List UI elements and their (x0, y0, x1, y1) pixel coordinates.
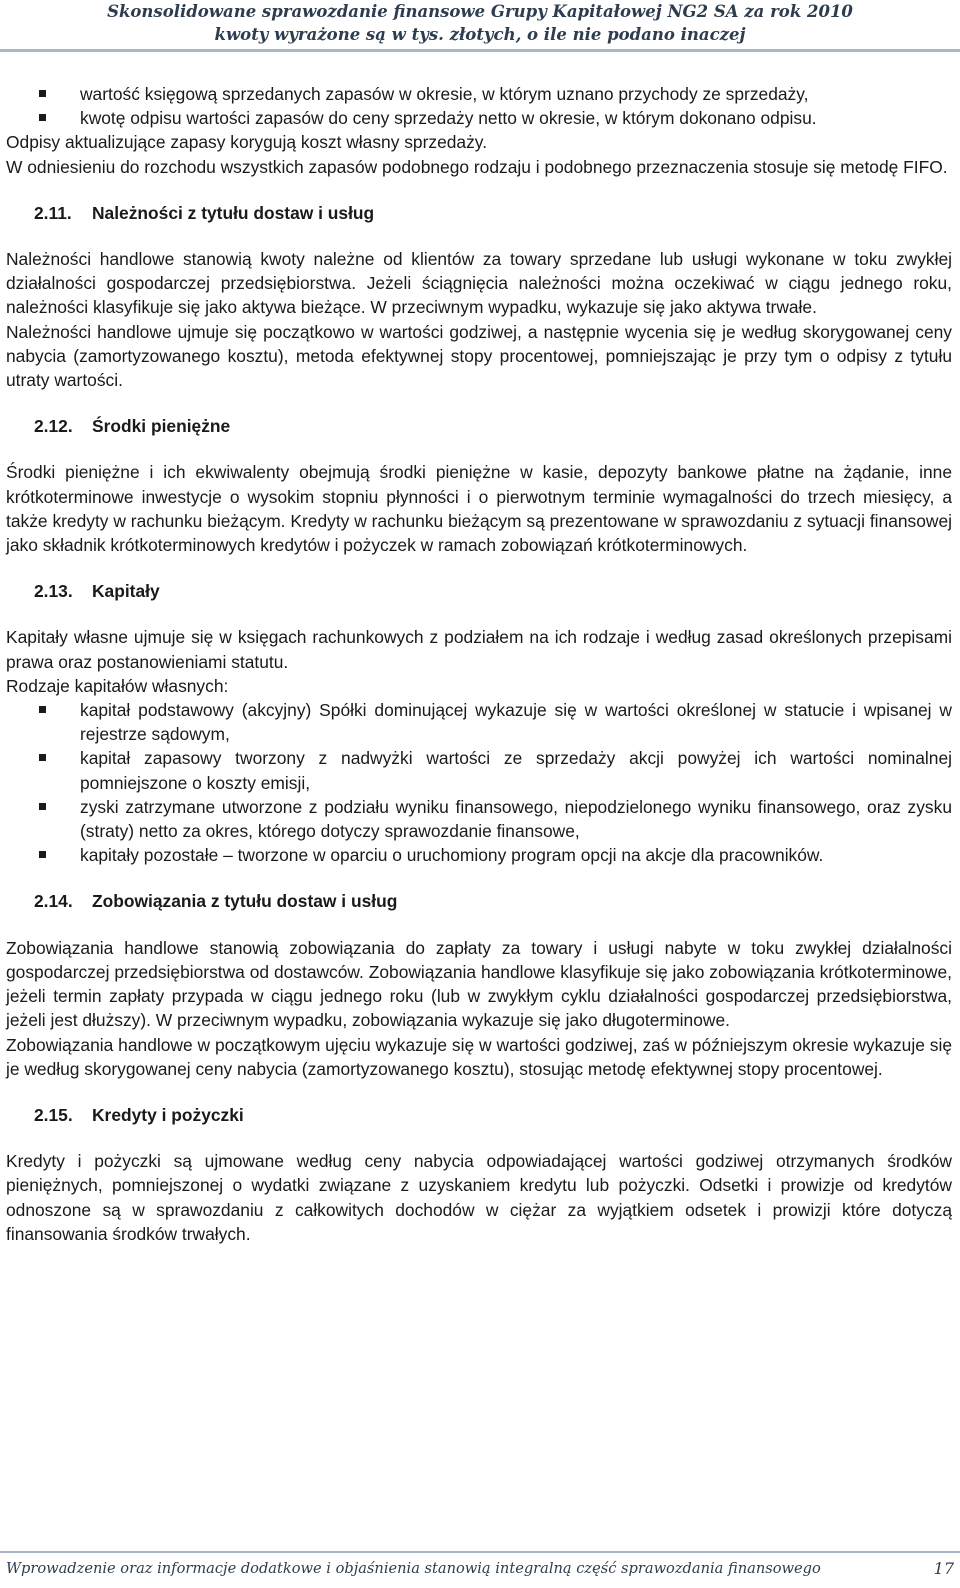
document-body (6, 82, 952, 1246)
list-item: zyski zatrzymane utworzone z podziału wyniku finansowego, niepodzielonego wyniku finansowego, oraz zysku (straty) netto za okres, którego dotyczy sprawozdanie finansowe, (6, 795, 952, 843)
page-number: 17 (933, 1559, 954, 1578)
list-item: wartość księgową sprzedanych zapasów w okresie, w którym uznano przychody ze sprzedaży, (6, 82, 952, 106)
footer-divider (0, 1551, 960, 1553)
header-title: Skonsolidowane sprawozdanie finansowe Grupy Kapitałowej NG2 SA za rok 2010 (107, 2, 853, 21)
square-bullet-icon (39, 803, 46, 810)
capital-types-list (6, 698, 952, 867)
section-heading-2-11: 2.11. Należności z tytułu dostaw i usług (34, 202, 375, 223)
paragraph: Należności handlowe ujmuje się początkowo w wartości godziwej, a następnie wycenia się je według skorygowanej ceny nabycia (zamortyzowanego kosztu), metoda efektywnej stopy procentowej, pomniejszając je przy tym o odpisy z tytułu utraty wartości. (6, 321, 952, 391)
page-header (0, 0, 960, 48)
header-divider (0, 49, 960, 52)
square-bullet-icon (39, 90, 46, 97)
header-subtitle: kwoty wyrażone są w tys. złotych, o ile nie podano inaczej (214, 25, 746, 44)
list-item: kapitał podstawowy (akcyjny) Spółki dominującej wykazuje się w wartości określonej w statucie i wpisanej w rejestrze sądowym, (6, 698, 952, 746)
paragraph: Odpisy aktualizujące zapasy korygują koszt własny sprzedaży. (6, 132, 488, 153)
square-bullet-icon (39, 706, 46, 713)
square-bullet-icon (39, 754, 46, 761)
paragraph: Zobowiązania handlowe w początkowym ujęciu wykazuje się w wartości godziwej, zaś w późniejszym okresie wykazuje się je według skorygowanej ceny nabycia (zamortyzowanego kosztu), stosując metodę efektywnej stopy procentowej. (6, 1034, 952, 1079)
section-heading-2-15: 2.15. Kredyty i pożyczki (34, 1104, 244, 1125)
paragraph: Środki pieniężne i ich ekwiwalenty obejmują środki pieniężne w kasie, depozyty bankowe płatne na żądanie, inne krótkoterminowe inwestycje o wysokim stopniu płynności i o pierwotnym terminie wymagalności do trzech miesięcy, a także kredyty w rachunku bieżącym. Kredyty w rachunku bieżącym są prezentowane w sprawozdaniu z sytuacji finansowej jako składnik krótkoterminowych kredytów i pożyczek w ramach zobowiązań krótkoterminowych. (6, 462, 952, 556)
list-item: kapitały pozostałe – tworzone w oparciu o uruchomiony program opcji na akcje dla pracowników. (6, 843, 952, 867)
section-heading-2-14: 2.14. Zobowiązania z tytułu dostaw i usług (34, 891, 398, 912)
paragraph: Kredyty i pożyczki są ujmowane według ceny nabycia odpowiadającej wartości godziwej otrzymanych środków pieniężnych, pomniejszonej o wydatki związane z uzyskaniem kredytu lub pożyczki. Odsetki i prowizje od kredytów odnoszone są w sprawozdaniu z całkowitych dochodów w ciężar za wyjątkiem odsetek i prowizji które dotyczą finansowania środków trwałych. (6, 1151, 952, 1244)
square-bullet-icon (39, 851, 46, 858)
footer-note: Wprowadzenie oraz informacje dodatkowe i objaśnienia stanowią integralną część sprawozdania finansowego (6, 1560, 821, 1577)
paragraph: Rodzaje kapitałów własnych: (6, 675, 229, 696)
paragraph: Należności handlowe stanowią kwoty należne od klientów za towary sprzedane lub usługi wykonane w toku zwykłej działalności gospodarczej przedsiębiorstwa. Jeżeli ściągnięcia należności można oczekiwać w ciągu jednego roku, należności klasyfikuje się jako aktywa bieżące. W przeciwnym wypadku, wykazuje się jako aktywa trwałe. (6, 249, 952, 318)
paragraph: Kapitały własne ujmuje się w księgach rachunkowych z podziałem na ich rodzaje i według zasad określonych przepisami prawa oraz postanowieniami statutu. (6, 627, 952, 672)
section-heading-2-13: 2.13. Kapitały (34, 581, 160, 602)
intro-bullet-list (6, 82, 952, 130)
page-footer (0, 1555, 960, 1585)
list-item: kwotę odpisu wartości zapasów do ceny sprzedaży netto w okresie, w którym dokonano odpisu. (6, 106, 952, 130)
paragraph: W odniesieniu do rozchodu wszystkich zapasów podobnego rodzaju i podobnego przeznaczenia stosuje się metodę FIFO. (6, 156, 948, 177)
paragraph: Zobowiązania handlowe stanowią zobowiązania do zapłaty za towary i usługi nabyte w toku zwykłej działalności gospodarczej przedsiębiorstwa od dostawców. Zobowiązania handlowe klasyfikuje się jako zobowiązania krótkoterminowe, jeżeli termin zapłaty przypada w ciągu jednego roku (lub w zwykłym cyklu działalności gospodarczej przedsiębiorstwa, jeżeli jest dłuższy). W przeciwnym wypadku, zobowiązania wykazuje się jako długoterminowe. (6, 937, 952, 1031)
section-heading-2-12: 2.12. Środki pieniężne (34, 416, 231, 437)
square-bullet-icon (39, 114, 46, 121)
list-item: kapitał zapasowy tworzony z nadwyżki wartości ze sprzedaży akcji powyżej ich wartości nominalnej pomniejszone o koszty emisji, (6, 746, 952, 794)
